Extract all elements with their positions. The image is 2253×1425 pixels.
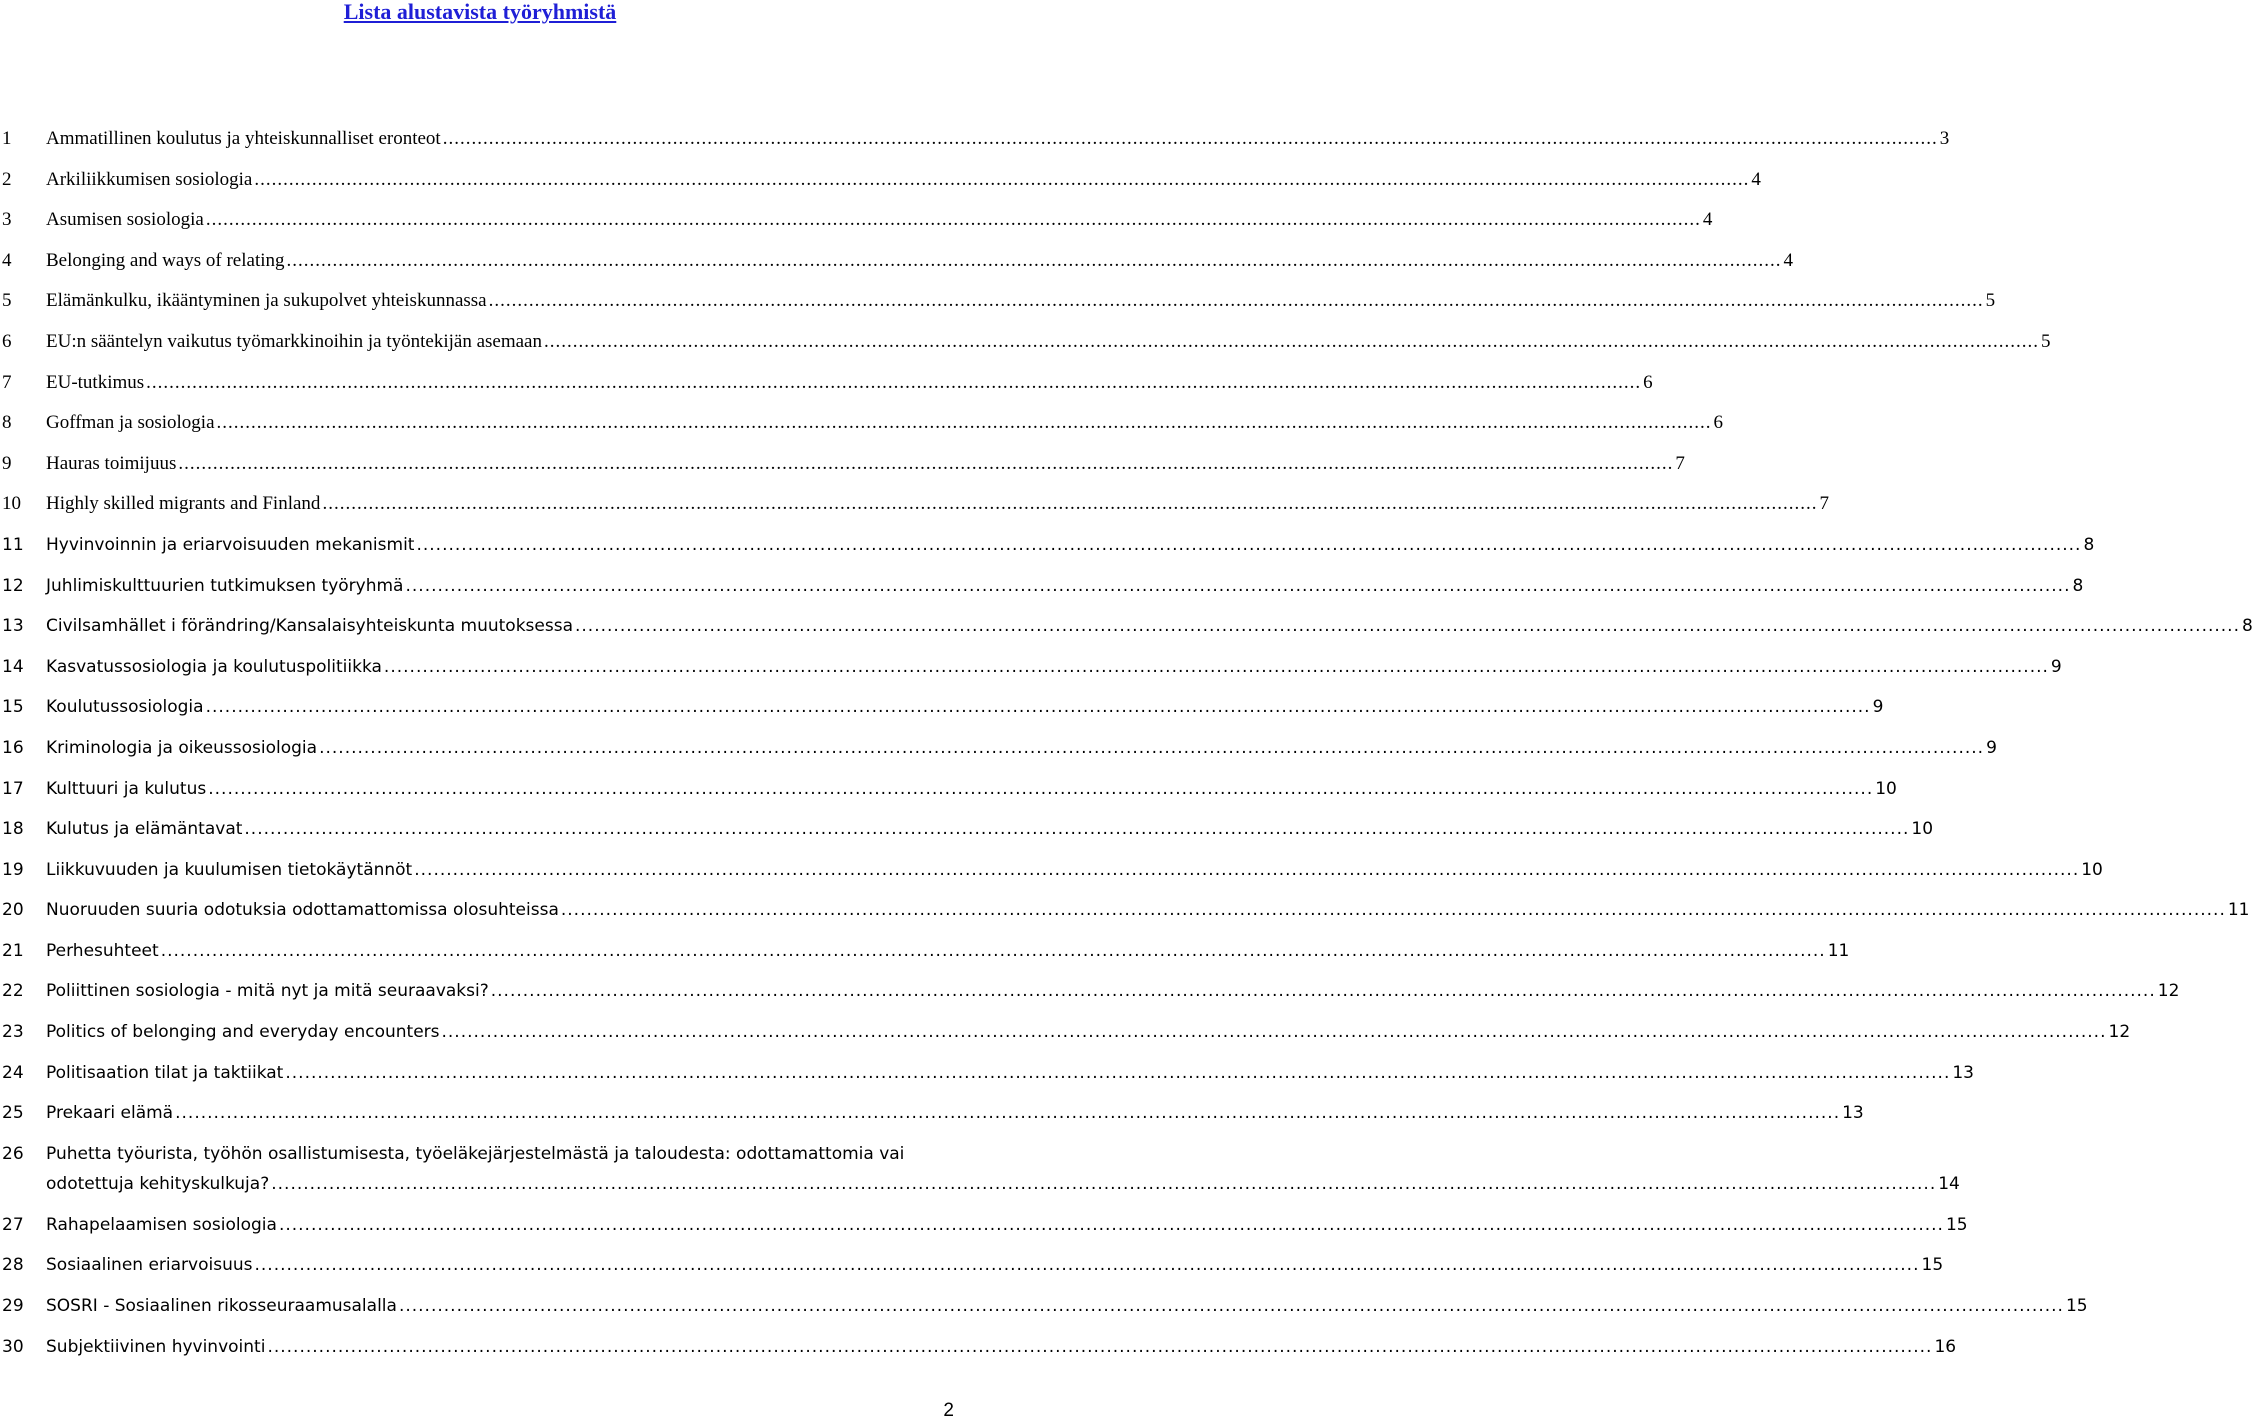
toc-entry-number: 11: [2, 534, 24, 555]
toc-entry[interactable]: [0, 652, 2062, 693]
toc-entry-text: [46, 449, 1685, 479]
dot-leader: [399, 1291, 2064, 1321]
toc-entry-page[interactable]: 4: [1702, 209, 1713, 231]
toc-entry-label[interactable]: Hyvinvoinnin ja eriarvoisuuden mekanismit: [46, 534, 415, 555]
toc-entry[interactable]: [0, 1139, 1960, 1210]
toc-entry-number: 5: [2, 290, 12, 312]
toc-entry[interactable]: [0, 205, 1713, 246]
table-of-contents: [0, 124, 2253, 1372]
toc-entry-label[interactable]: Arkiliikkumisen sosiologia: [46, 168, 253, 190]
toc-entry-number: 15: [2, 697, 24, 718]
toc-entry-page[interactable]: 6: [1643, 371, 1653, 393]
toc-entry-page[interactable]: 16: [1934, 1336, 1957, 1357]
toc-entry-label[interactable]: Belonging and ways of relating: [46, 249, 285, 271]
toc-entry-number: 25: [2, 1103, 24, 1124]
toc-entry[interactable]: [0, 936, 1850, 977]
toc-entry[interactable]: [0, 368, 1653, 409]
toc-entry-text: [46, 855, 2103, 885]
toc-entry-number: 4: [2, 249, 12, 271]
page-number: 2: [943, 1400, 954, 1421]
toc-entry-label-line2[interactable]: odotettuja kehityskulkuja?: [46, 1173, 270, 1194]
toc-entry[interactable]: [0, 530, 2095, 571]
dot-leader: [414, 855, 2079, 885]
toc-entry-number: 21: [2, 940, 24, 961]
toc-entry-number: 8: [2, 412, 12, 434]
toc-entry-number: 14: [2, 656, 24, 677]
toc-entry-page[interactable]: 7: [1819, 493, 1829, 515]
dot-leader: [217, 408, 1712, 438]
toc-entry-text: [46, 1139, 1960, 1199]
toc-entry[interactable]: [0, 1250, 1944, 1291]
dot-leader: [405, 571, 2070, 601]
toc-entry-text: [46, 489, 1829, 519]
toc-entry-number: 27: [2, 1214, 24, 1235]
toc-entry-text: [46, 571, 2084, 601]
toc-entry-label[interactable]: Subjektiivinen hyvinvointi: [46, 1336, 266, 1357]
dot-leader: [175, 1098, 1840, 1128]
toc-entry-number: 18: [2, 819, 24, 840]
toc-entry-text: [46, 1058, 1974, 1088]
dot-leader: [384, 652, 2049, 682]
toc-entry-text: [46, 652, 2062, 682]
toc-entry-page[interactable]: 10: [1911, 819, 1934, 840]
toc-entry-text: [46, 1291, 2088, 1321]
toc-entry-page[interactable]: 6: [1713, 412, 1724, 434]
toc-entry-page[interactable]: 13: [1952, 1062, 1974, 1083]
toc-entry[interactable]: [0, 774, 1897, 815]
toc-entry-text: [46, 895, 2250, 925]
toc-entry[interactable]: [0, 976, 2180, 1017]
dot-leader: [271, 1169, 1936, 1199]
toc-entry-number: 24: [2, 1062, 24, 1083]
toc-entry-label[interactable]: Nuoruuden suuria odotuksia odottamattomissa olosuhteissa: [46, 900, 559, 921]
toc-entry[interactable]: [0, 855, 2103, 896]
toc-entry-page[interactable]: 15: [1945, 1214, 1968, 1235]
dot-leader: [244, 814, 1909, 844]
toc-entry-label[interactable]: Highly skilled migrants and Finland: [46, 493, 321, 515]
toc-entry-label[interactable]: Kulttuuri ja kulutus: [46, 778, 207, 799]
toc-entry-label[interactable]: Liikkuvuuden ja kuulumisen tietokäytännöt: [46, 859, 413, 880]
toc-entry-number: 20: [2, 900, 24, 921]
toc-entry-page[interactable]: 13: [1842, 1103, 1864, 1124]
toc-entry-number: 12: [2, 575, 24, 596]
dot-leader: [319, 733, 1984, 763]
toc-entry-page[interactable]: 5: [1985, 290, 1996, 312]
page-title: Lista alustavista työryhmistä: [343, 0, 617, 24]
toc-entry-text: [46, 1332, 1957, 1362]
dot-leader: [178, 449, 1673, 479]
toc-entry[interactable]: [0, 327, 2051, 368]
toc-entry[interactable]: [0, 692, 1884, 733]
toc-entry[interactable]: [0, 165, 1761, 206]
toc-entry[interactable]: [0, 571, 2084, 612]
toc-entry-number: 23: [2, 1022, 24, 1043]
dot-leader: [146, 368, 1641, 398]
toc-entry[interactable]: [0, 895, 2250, 936]
toc-entry[interactable]: [0, 1058, 1974, 1099]
toc-entry-number: 13: [2, 616, 24, 637]
toc-entry-label-line1[interactable]: Puhetta työurista, työhön osallistumisesta, työeläkejärjestelmästä ja taloudesta: odottamattomia vai: [46, 1143, 905, 1164]
toc-entry-label[interactable]: Elämänkulku, ikääntyminen ja sukupolvet yhteiskunnassa: [46, 290, 487, 312]
dot-leader: [161, 936, 1826, 966]
toc-entry[interactable]: [0, 1332, 1957, 1373]
toc-entry-page[interactable]: 10: [1875, 778, 1897, 799]
toc-entry-label[interactable]: Kriminologia ja oikeussosiologia: [46, 737, 318, 758]
toc-entry-number: 28: [2, 1255, 24, 1276]
toc-entry-page[interactable]: 15: [2065, 1296, 2088, 1317]
toc-entry-text: [46, 327, 2051, 357]
toc-entry-label[interactable]: Kulutus ja elämäntavat: [46, 819, 243, 840]
toc-entry-page[interactable]: 12: [2157, 981, 2180, 1002]
toc-entry-text: [46, 814, 1934, 844]
toc-entry-number: 7: [2, 371, 12, 393]
toc-entry-text: [46, 976, 2180, 1006]
toc-entry-number: 9: [2, 452, 12, 474]
toc-entry[interactable]: [0, 489, 1829, 530]
dot-leader: [206, 692, 1871, 722]
dot-leader: [491, 976, 2156, 1006]
toc-entry-text: [46, 530, 2095, 560]
toc-entry-number: 1: [2, 128, 12, 149]
toc-entry-text: [46, 1017, 2131, 1047]
toc-entry-text: [46, 611, 2253, 641]
toc-entry-number: 10: [2, 493, 21, 515]
dot-leader: [208, 774, 1873, 804]
dot-leader: [442, 1017, 2107, 1047]
dot-leader: [267, 1332, 1932, 1362]
dot-leader: [206, 205, 1701, 235]
toc-entry-text: [46, 408, 1724, 438]
toc-entry-text: [46, 692, 1884, 722]
toc-entry-label[interactable]: Politics of belonging and everyday encounters: [46, 1022, 440, 1043]
toc-entry-text: [46, 1098, 1864, 1128]
toc-entry-number: 29: [2, 1296, 24, 1317]
toc-entry-label[interactable]: Hauras toimijuus: [46, 452, 177, 474]
toc-entry[interactable]: [0, 611, 2253, 652]
toc-entry-label[interactable]: Juhlimiskulttuurien tutkimuksen työryhmä: [46, 575, 404, 596]
toc-entry-number: 22: [2, 981, 24, 1002]
toc-entry-page[interactable]: 15: [1921, 1255, 1944, 1276]
toc-entry-page[interactable]: 9: [1986, 737, 1997, 758]
toc-entry-label[interactable]: Asumisen sosiologia: [46, 209, 204, 231]
toc-entry-label[interactable]: Goffman ja sosiologia: [46, 412, 215, 434]
toc-entry[interactable]: [0, 1017, 2131, 1058]
dot-leader: [285, 1058, 1950, 1088]
toc-entry-label[interactable]: Sosiaalinen eriarvoisuus: [46, 1255, 253, 1276]
toc-entry-number: 26: [2, 1143, 24, 1164]
toc-entry-label[interactable]: Poliittinen sosiologia - mitä nyt ja mitä seuraavaksi?: [46, 981, 489, 1002]
toc-entry[interactable]: [0, 246, 1794, 287]
toc-entry-label[interactable]: EU:n sääntelyn vaikutus työmarkkinoihin ja työntekijän asemaan: [46, 330, 542, 352]
toc-entry-label[interactable]: Koulutussosiologia: [46, 697, 204, 718]
toc-entry-page[interactable]: 8: [2083, 534, 2095, 555]
toc-entry-number: 2: [2, 168, 12, 190]
toc-entry-text: [46, 774, 1897, 804]
toc-entry-text: [46, 124, 1950, 154]
toc-entry[interactable]: [0, 814, 1934, 855]
toc-entry[interactable]: [0, 408, 1724, 449]
toc-entry-label[interactable]: Politisaation tilat ja taktiikat: [46, 1062, 284, 1083]
toc-entry-text: [46, 165, 1761, 195]
toc-entry-page[interactable]: 12: [2108, 1022, 2131, 1043]
dot-leader: [254, 165, 1749, 195]
toc-entry-page[interactable]: 8: [2242, 616, 2253, 637]
toc-entry-text: [46, 733, 1997, 763]
toc-entry-text: [46, 246, 1794, 276]
toc-entry-label[interactable]: Prekaari elämä: [46, 1103, 174, 1124]
toc-entry[interactable]: [0, 286, 1996, 327]
toc-entry-page[interactable]: 3: [1939, 128, 1950, 149]
toc-entry-label[interactable]: EU-tutkimus: [46, 371, 145, 393]
toc-entry-label[interactable]: Civilsamhället i förändring/Kansalaisyhteiskunta muutoksessa: [46, 616, 573, 637]
dot-leader: [255, 1250, 1920, 1280]
toc-entry-number: 19: [2, 859, 24, 880]
dot-leader: [287, 246, 1782, 276]
toc-entry-page[interactable]: 4: [1751, 168, 1761, 190]
toc-entry[interactable]: [0, 1098, 1864, 1139]
toc-entry-label[interactable]: Kasvatussosiologia ja koulutuspolitiikka: [46, 656, 382, 677]
dot-leader: [416, 530, 2081, 560]
dot-leader: [443, 124, 1938, 154]
toc-entry-label[interactable]: Perhesuhteet: [46, 940, 159, 961]
toc-entry-page[interactable]: 7: [1675, 452, 1685, 474]
toc-entry[interactable]: [0, 124, 1950, 165]
toc-entry-page[interactable]: 5: [2041, 330, 2051, 352]
toc-entry-text: [46, 286, 1996, 316]
dot-leader: [489, 286, 1984, 316]
toc-entry-text: [46, 368, 1653, 398]
toc-entry-number: 16: [2, 737, 24, 758]
toc-entry-text: [46, 1210, 1968, 1240]
toc-entry-number: 30: [2, 1336, 24, 1357]
toc-entry-text: [46, 1250, 1944, 1280]
dot-leader: [561, 895, 2226, 925]
toc-entry-number: 6: [2, 330, 12, 352]
toc-entry-page[interactable]: 11: [2227, 900, 2250, 921]
toc-entry-page[interactable]: 8: [2072, 575, 2084, 596]
dot-leader: [279, 1210, 1944, 1240]
toc-entry-label[interactable]: SOSRI - Sosiaalinen rikosseuraamusalalla: [46, 1296, 397, 1317]
toc-entry[interactable]: [0, 1210, 1968, 1251]
toc-entry-number: 3: [2, 209, 12, 231]
dot-leader: [575, 611, 2240, 641]
toc-entry[interactable]: [0, 733, 1997, 774]
dot-leader: [544, 327, 2039, 357]
toc-entry-page[interactable]: 11: [1827, 940, 1850, 961]
toc-entry-text: [46, 936, 1850, 966]
toc-entry-page[interactable]: 9: [2050, 656, 2062, 677]
toc-entry-label[interactable]: Rahapelaamisen sosiologia: [46, 1214, 277, 1235]
dot-leader: [322, 489, 1817, 519]
toc-entry-page[interactable]: 9: [1872, 697, 1884, 718]
toc-entry-page[interactable]: 4: [1783, 249, 1794, 271]
toc-entry-text: [46, 205, 1713, 235]
toc-entry-number: 17: [2, 778, 24, 799]
toc-entry-page[interactable]: 10: [2081, 859, 2103, 880]
toc-entry[interactable]: [0, 449, 1685, 490]
toc-entry-label[interactable]: Ammatillinen koulutus ja yhteiskunnalliset eronteot: [46, 128, 441, 149]
toc-entry-page[interactable]: 14: [1938, 1173, 1960, 1194]
toc-entry[interactable]: [0, 1291, 2088, 1332]
